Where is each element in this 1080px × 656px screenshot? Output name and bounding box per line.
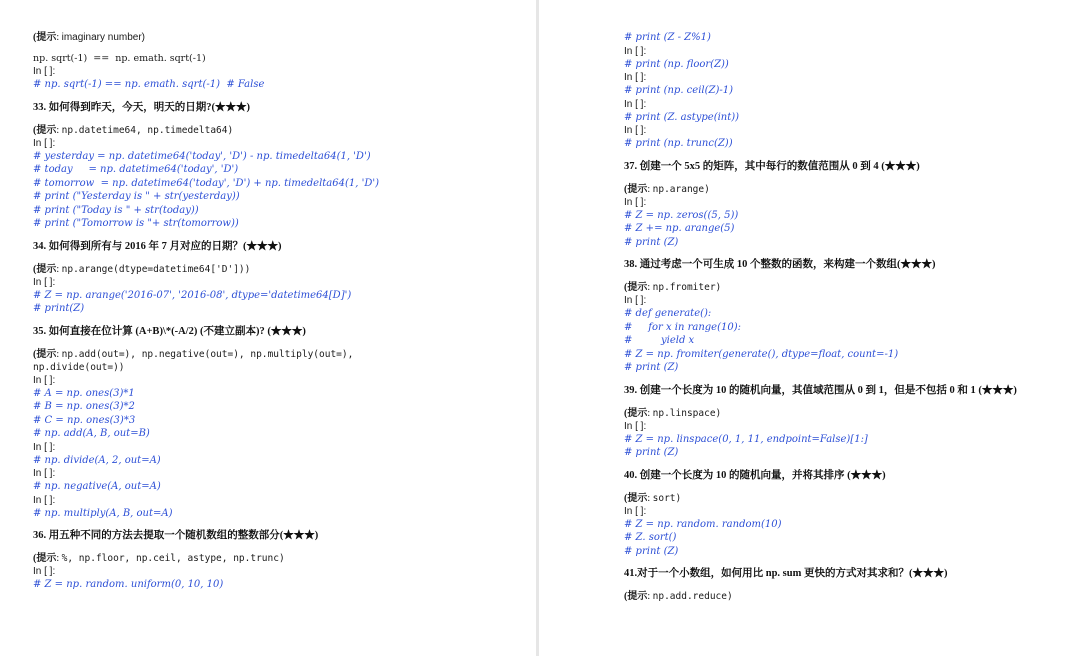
input-prompt: In [ ]: (33, 374, 56, 386)
code-line: # print (np. floor(Z)) (624, 58, 729, 70)
hint-label: 提示 (627, 492, 648, 504)
hint-label: 提示 (36, 263, 57, 275)
hint-line (624, 281, 1074, 294)
code-line: # tomorrow = np. datetime64('today', 'D') + np. timedelta64(1, 'D') (33, 177, 380, 189)
hint-continuation (33, 361, 528, 374)
input-prompt: In [ ]: (33, 494, 56, 506)
hint-body: np.arange(dtype=datetime64['D'])) (61, 263, 251, 275)
code-line: # print ("Today is " + str(today)) (33, 204, 199, 216)
hint-line (33, 348, 528, 361)
exercise-heading: 38. 通过考虑一个可生成 10 个整数的函数，来构建一个数组(★★★) (624, 259, 936, 270)
code-line: # np. add(A, B, out=B) (33, 428, 150, 439)
hint-tag (33, 125, 56, 136)
left-column (33, 31, 528, 592)
input-prompt: In [ ]: (33, 137, 56, 149)
hint-open-paren: ( (33, 32, 37, 43)
input-prompt: In [ ]: (33, 566, 56, 577)
hint-body: np.add.reduce) (652, 591, 733, 602)
hint-line (624, 183, 1074, 196)
input-prompt: In [ ]: (624, 98, 647, 110)
code-line: # print (np. ceil(Z)-1) (624, 85, 733, 96)
hint-body: sort) (652, 492, 682, 504)
code-line: # Z = np. fromiter(generate(), dtype=float, count=-1) (624, 348, 899, 360)
plain-code-line: np. sqrt(-1) == np. emath. sqrt(-1) (33, 53, 206, 64)
code-line: # print (Z) (624, 362, 679, 373)
exercise-heading: 40. 创建一个长度为 10 的随机向量，并将其排序 (★★★) (624, 469, 886, 481)
code-line: # print (Z) (624, 236, 679, 248)
hint-separator: : (56, 263, 62, 275)
hint-label: 提示 (36, 348, 57, 360)
hint-label: 提示 (36, 553, 57, 564)
hint-open-paren: ( (33, 553, 37, 564)
hint-tag (33, 32, 56, 43)
hint-separator: : (647, 183, 653, 195)
hint-open-paren: ( (624, 407, 628, 419)
hint-tag (33, 349, 56, 360)
code-line: # print(Z) (33, 303, 85, 314)
code-line: # print (Z - Z%1) (624, 32, 711, 43)
hint-tag (624, 591, 647, 602)
hint-body: np.arange) (652, 183, 710, 195)
right-column (624, 31, 1074, 603)
hint-separator: : (56, 124, 62, 136)
hint-open-paren: ( (624, 591, 628, 602)
hint-line (33, 552, 528, 565)
exercise-heading: 35. 如何直接在位计算 (A+B)\*(-A/2) (不建立副本)? (★★★) (33, 325, 306, 337)
input-prompt: In [ ]: (624, 45, 647, 57)
code-line: # yesterday = np. datetime64('today', 'D') - np. timedelta64(1, 'D') (33, 150, 371, 162)
code-line: # Z. sort() (624, 532, 677, 543)
exercise-heading: 34. 如何得到所有与 2016 年 7 月对应的日期？(★★★) (33, 240, 282, 252)
input-prompt: In [ ]: (624, 72, 647, 83)
hint-separator: : (647, 492, 653, 504)
hint-tag (33, 553, 56, 564)
hint-line (624, 590, 1074, 603)
code-line: # np. negative(A, out=A) (33, 481, 161, 492)
hint-open-paren: ( (33, 263, 37, 275)
hint-separator: : (647, 407, 653, 419)
right-page (539, 0, 1080, 656)
hint-open-paren: ( (33, 348, 37, 360)
hint-body: np.linspace) (652, 407, 722, 419)
hint-tag (624, 184, 647, 195)
hint-line (624, 407, 1074, 420)
exercise-heading: 33. 如何得到昨天，今天，明天的日期?(★★★) (33, 101, 250, 113)
hint-body: np.fromiter) (652, 282, 722, 293)
code-line: # B = np. ones(3)*2 (33, 401, 135, 412)
exercise-heading: 39. 创建一个长度为 10 的随机向量，其值域范围从 0 到 1，但是不包括 0 和 1 (★★★) (624, 384, 1017, 396)
code-line: # Z = np. random. uniform(0, 10, 10) (33, 579, 224, 590)
hint-body: np.datetime64, np.timedelta64) (61, 124, 234, 136)
hint-open-paren: ( (33, 124, 37, 136)
code-line: # print ("Yesterday is " + str(yesterday)) (33, 191, 240, 202)
input-prompt: In [ ]: (624, 125, 647, 136)
input-prompt: In [ ]: (624, 420, 647, 432)
code-line: # print ("Tomorrow is "+ str(tomorrow)) (33, 218, 239, 229)
hint-label: 提示 (36, 32, 57, 43)
input-prompt: In [ ]: (624, 196, 647, 208)
hint-tag (624, 493, 647, 504)
input-prompt: In [ ]: (33, 441, 56, 453)
hint-tag (33, 264, 56, 275)
hint-label: 提示 (627, 591, 648, 602)
hint-tag (624, 282, 647, 293)
code-line: # today = np. datetime64('today', 'D') (33, 164, 239, 175)
code-line: # print (Z) (624, 447, 679, 458)
exercise-heading: 37. 创建一个 5x5 的矩阵，其中每行的数值范围从 0 到 4 (★★★) (624, 160, 920, 172)
hint-line (33, 124, 528, 137)
code-line: # yield x (624, 335, 695, 346)
hint-body: np.divide(out=)) (33, 361, 125, 373)
hint-body: %, np.floor, np.ceil, astype, np.trunc) (61, 553, 285, 564)
hint-label: 提示 (627, 183, 648, 195)
hint-body: imaginary number) (61, 32, 145, 43)
hint-line (624, 492, 1074, 505)
code-line: # def generate(): (624, 308, 712, 319)
input-prompt: In [ ]: (33, 468, 56, 479)
code-line: # Z = np. random. random(10) (624, 518, 782, 530)
hint-tag (624, 408, 647, 419)
hint-body: np.add(out=), np.negative(out=), np.multiply(out=), (61, 348, 354, 360)
input-prompt: In [ ]: (624, 505, 647, 517)
hint-separator: : (56, 348, 62, 360)
code-line: # A = np. ones(3)*1 (33, 387, 135, 399)
code-line: # Z = np. arange('2016-07', '2016-08', dtype='datetime64[D]') (33, 289, 352, 301)
code-line: # Z += np. arange(5) (624, 223, 735, 234)
code-line: # np. multiply(A, B, out=A) (33, 507, 173, 519)
exercise-heading: 41.对于一个小数组，如何用比 np. sum 更快的方式对其求和？(★★★) (624, 568, 948, 579)
hint-label: 提示 (36, 124, 57, 136)
hint-line (33, 31, 528, 44)
code-line: # C = np. ones(3)*3 (33, 414, 136, 426)
hint-label: 提示 (627, 282, 648, 293)
code-line: # print (Z. astype(int)) (624, 111, 740, 123)
code-line: # np. divide(A, 2, out=A) (33, 454, 161, 466)
input-prompt: In [ ]: (624, 295, 647, 306)
code-line: # Z = np. linspace(0, 1, 11, endpoint=False)[1:] (624, 433, 868, 445)
hint-open-paren: ( (624, 492, 628, 504)
hint-label: 提示 (627, 407, 648, 419)
input-prompt: In [ ]: (33, 66, 56, 77)
code-line: # print (Z) (624, 545, 679, 557)
code-line: # print (np. trunc(Z)) (624, 138, 733, 149)
hint-separator: : (56, 553, 62, 564)
hint-separator: : (647, 282, 653, 293)
exercise-heading: 36. 用五种不同的方法去提取一个随机数组的整数部分(★★★) (33, 530, 319, 541)
hint-separator: : (647, 591, 653, 602)
hint-line (33, 263, 528, 276)
spacer (33, 44, 528, 52)
left-page (0, 0, 536, 656)
hint-open-paren: ( (624, 282, 628, 293)
code-line: # Z = np. zeros((5, 5)) (624, 209, 739, 221)
input-prompt: In [ ]: (33, 276, 56, 288)
code-line: # np. sqrt(-1) == np. emath. sqrt(-1) # False (33, 79, 265, 90)
hint-separator: : (56, 32, 62, 43)
hint-open-paren: ( (624, 183, 628, 195)
code-line: # for x in range(10): (624, 321, 741, 333)
